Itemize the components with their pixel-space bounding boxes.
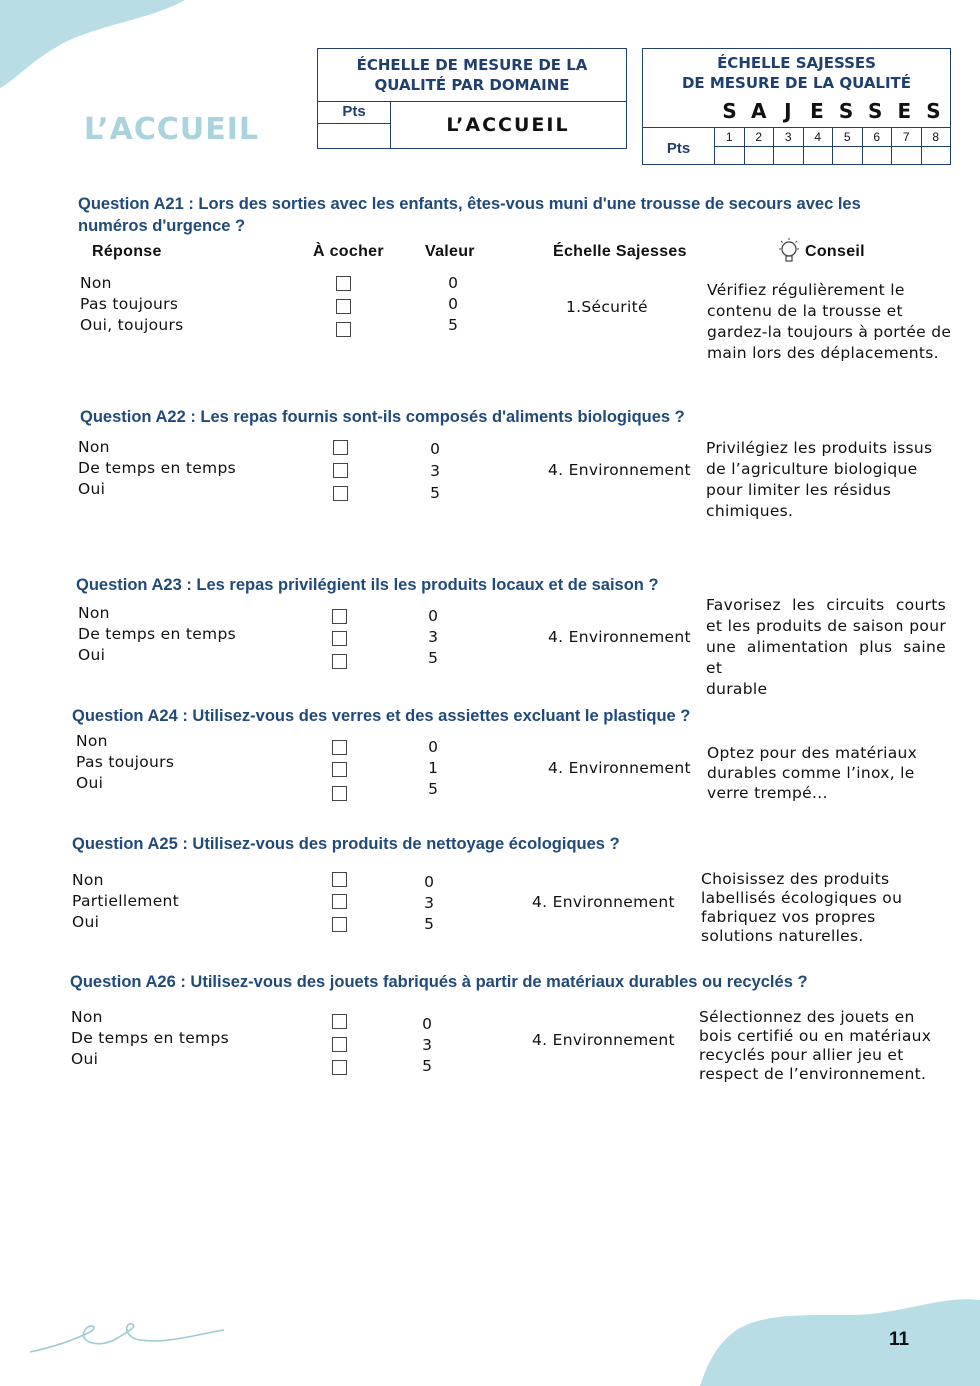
swirl-line-decoration — [28, 1318, 228, 1362]
option-value: 3 — [422, 1036, 432, 1054]
option-value: 0 — [428, 738, 438, 756]
advice-line: durable — [706, 680, 768, 698]
option-value: 5 — [430, 484, 440, 502]
option-value: 0 — [422, 1015, 432, 1033]
option-value: 3 — [424, 894, 434, 912]
option-label: Non — [78, 604, 110, 622]
question-a25-text: Question A25 : Utilisez-vous des produits de nettoyage écologiques ? — [72, 835, 620, 853]
option-label: Partiellement — [72, 892, 180, 910]
advice-text — [707, 280, 951, 364]
option-label: Non — [71, 1008, 103, 1026]
answer-checkbox[interactable] — [332, 762, 347, 777]
option-label: Oui — [71, 1050, 99, 1068]
domain-scale-heading-line2: QUALITÉ PAR DOMAINE — [374, 76, 570, 94]
option-value: 5 — [422, 1057, 432, 1075]
answer-checkbox[interactable] — [332, 1014, 347, 1029]
sajesses-score-cell[interactable] — [863, 128, 893, 164]
sajesses-number: 2 — [745, 128, 774, 147]
domain-pts-label: Pts — [318, 101, 390, 124]
sajesses-letter: S — [838, 99, 854, 123]
column-header-valeur: Valeur — [425, 243, 475, 260]
sajesses-score-cell[interactable] — [833, 128, 863, 164]
advice-line: contenu de la trousse et — [707, 302, 903, 320]
answer-checkbox[interactable] — [333, 486, 348, 501]
advice-text — [707, 743, 917, 803]
answer-checkbox[interactable] — [336, 322, 351, 337]
option-value: 3 — [428, 628, 438, 646]
sajesses-letter: E — [810, 99, 824, 123]
option-label: Oui — [78, 646, 106, 664]
sajesses-number: 1 — [715, 128, 744, 147]
option-label: Oui — [76, 774, 104, 792]
advice-line: Favorisez les circuits courts — [706, 596, 946, 614]
lightbulb-icon — [776, 236, 802, 266]
option-label: De temps en temps — [71, 1029, 229, 1047]
advice-line: respect de l’environnement. — [699, 1065, 927, 1083]
advice-text — [706, 595, 946, 700]
option-label: Oui — [72, 913, 100, 931]
column-header-echelle: Échelle Sajesses — [553, 243, 687, 260]
page-number: 11 — [889, 1329, 910, 1350]
advice-text — [701, 870, 902, 946]
advice-text — [706, 438, 932, 522]
option-label: De temps en temps — [78, 625, 236, 643]
option-label: Non — [78, 438, 110, 456]
question-a22-text: Question A22 : Les repas fournis sont-ils composés d'aliments biologiques ? — [80, 408, 685, 426]
option-value: 0 — [428, 607, 438, 625]
sajesses-number: 4 — [804, 128, 833, 147]
question-a21-line2: numéros d'urgence ? — [78, 217, 246, 235]
advice-line: une alimentation plus saine et — [706, 638, 946, 677]
sajesses-scale-value: 4. Environnement — [532, 893, 675, 911]
advice-line: de l’agriculture biologique — [706, 460, 918, 478]
bottom-right-wave-decoration — [700, 1295, 980, 1386]
advice-line: verre trempé... — [707, 784, 828, 802]
column-header-conseil: Conseil — [805, 243, 865, 260]
sajesses-number: 6 — [863, 128, 892, 147]
sajesses-scale-value: 4. Environnement — [532, 1031, 675, 1049]
advice-line: durables comme l’inox, le — [707, 764, 915, 782]
sajesses-heading-line2: DE MESURE DE LA QUALITÉ — [681, 74, 912, 92]
top-left-wave-decoration — [0, 0, 200, 95]
option-label: Pas toujours — [76, 753, 175, 771]
sajesses-letter: S — [722, 99, 737, 123]
option-value: 3 — [430, 462, 440, 480]
sajesses-number: 7 — [892, 128, 921, 147]
answer-checkbox[interactable] — [332, 917, 347, 932]
answer-checkbox[interactable] — [333, 440, 348, 455]
advice-line: Sélectionnez des jouets en — [699, 1008, 915, 1026]
sajesses-number: 5 — [833, 128, 862, 147]
answer-checkbox[interactable] — [332, 894, 347, 909]
advice-line: gardez-la toujours à portée de — [707, 323, 952, 341]
sajesses-letter: J — [784, 99, 792, 123]
sajesses-scale-value: 4. Environnement — [548, 628, 691, 646]
advice-line: Privilégiez les produits issus — [706, 439, 933, 457]
answer-checkbox[interactable] — [332, 786, 347, 801]
sajesses-heading — [643, 53, 950, 93]
option-label: Oui, toujours — [80, 316, 184, 334]
sajesses-heading-line1: ÉCHELLE SAJESSES — [717, 54, 876, 72]
option-value: 1 — [428, 759, 438, 777]
question-a26-text: Question A26 : Utilisez-vous des jouets fabriqués à partir de matériaux durables ou recyclés ? — [70, 973, 808, 991]
answer-checkbox[interactable] — [332, 740, 347, 755]
sajesses-scale-value: 1.Sécurité — [566, 298, 648, 316]
advice-line: fabriquez vos propres — [701, 908, 876, 926]
sajesses-score-cell[interactable] — [715, 128, 745, 164]
advice-line: Vérifiez régulièrement le — [707, 281, 905, 299]
page-title: L’ACCUEIL — [84, 112, 259, 147]
answer-checkbox[interactable] — [336, 276, 351, 291]
answer-checkbox[interactable] — [336, 299, 351, 314]
sajesses-score-cell[interactable] — [745, 128, 775, 164]
sajesses-pts-label: Pts — [643, 128, 715, 164]
advice-line: et les produits de saison pour — [706, 617, 946, 635]
domain-quality-scale-box — [317, 48, 627, 149]
option-value: 5 — [424, 915, 434, 933]
sajesses-scale-box — [642, 48, 951, 165]
advice-line: recyclés pour allier jeu et — [699, 1046, 904, 1064]
answer-checkbox[interactable] — [332, 1060, 347, 1075]
sajesses-score-grid — [643, 127, 950, 164]
sajesses-score-cell[interactable] — [774, 128, 804, 164]
column-header-a-cocher: À cocher — [313, 243, 384, 260]
option-value: 0 — [448, 274, 458, 292]
advice-line: solutions naturelles. — [701, 927, 864, 945]
question-a21-text — [78, 193, 948, 237]
option-value: 0 — [424, 873, 434, 891]
advice-line: main lors des déplacements. — [707, 344, 939, 362]
option-label: Oui — [78, 480, 106, 498]
answer-checkbox[interactable] — [332, 872, 347, 887]
sajesses-letter: A — [750, 99, 767, 123]
sajesses-number: 8 — [922, 128, 951, 147]
option-label: Non — [76, 732, 108, 750]
option-label: Pas toujours — [80, 295, 179, 313]
domain-scale-heading-line1: ÉCHELLE DE MESURE DE LA — [356, 56, 588, 74]
sajesses-letter: S — [867, 99, 883, 123]
advice-line: bois certifié ou en matériaux — [699, 1027, 932, 1045]
question-a24-text: Question A24 : Utilisez-vous des verres et des assiettes excluant le plastique ? — [72, 707, 691, 725]
option-label: Non — [80, 274, 112, 292]
sajesses-letter: S — [926, 99, 941, 123]
column-header-reponse: Réponse — [92, 243, 162, 260]
domain-scale-heading — [318, 49, 626, 102]
advice-line: chimiques. — [706, 502, 794, 520]
answer-checkbox[interactable] — [332, 1037, 347, 1052]
option-value: 5 — [448, 316, 458, 334]
option-label: Non — [72, 871, 104, 889]
advice-line: Optez pour des matériaux — [707, 744, 918, 762]
option-value: 0 — [448, 295, 458, 313]
sajesses-score-cell[interactable] — [892, 128, 922, 164]
domain-name: L’ACCUEIL — [446, 113, 570, 136]
advice-line: labellisés écologiques ou — [701, 889, 903, 907]
advice-line: pour limiter les résidus — [706, 481, 892, 499]
sajesses-scale-value: 4. Environnement — [548, 461, 691, 479]
option-value: 5 — [428, 780, 438, 798]
advice-text — [699, 1008, 931, 1084]
answer-checkbox[interactable] — [332, 654, 347, 669]
option-label: De temps en temps — [78, 459, 236, 477]
question-a21-line1: Question A21 : Lors des sorties avec les enfants, êtes-vous muni d'une trousse de secours avec les — [78, 195, 861, 213]
domain-pts-column — [318, 101, 391, 148]
sajesses-score-cell[interactable] — [804, 128, 834, 164]
option-value: 5 — [428, 649, 438, 667]
sajesses-score-cell[interactable] — [922, 128, 951, 164]
answer-checkbox[interactable] — [332, 609, 347, 624]
option-value: 0 — [430, 440, 440, 458]
sajesses-number: 3 — [774, 128, 803, 147]
sajesses-letter: E — [897, 99, 912, 123]
answer-checkbox[interactable] — [332, 631, 347, 646]
answer-checkbox[interactable] — [333, 463, 348, 478]
question-a23-text: Question A23 : Les repas privilégient ils les produits locaux et de saison ? — [76, 576, 659, 594]
sajesses-letters — [715, 99, 948, 123]
advice-line: Choisissez des produits — [701, 870, 890, 888]
sajesses-scale-value: 4. Environnement — [548, 759, 691, 777]
